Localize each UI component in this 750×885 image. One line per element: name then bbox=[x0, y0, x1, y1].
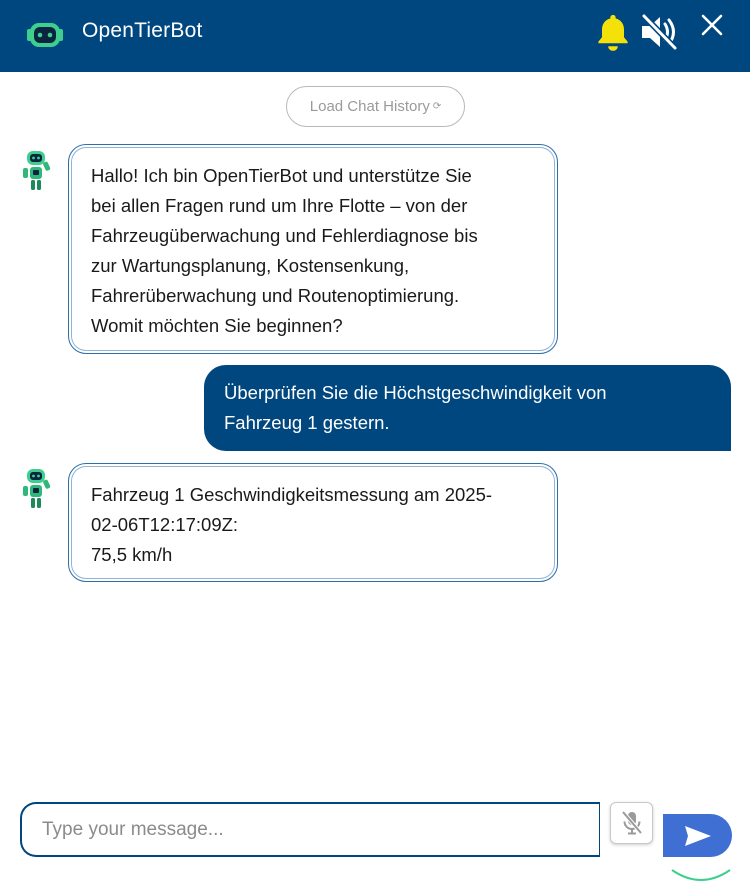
reload-icon: ⟳ bbox=[432, 101, 442, 112]
chat-title: OpenTierBot bbox=[82, 19, 203, 42]
microphone-button[interactable] bbox=[610, 802, 653, 844]
message-line: Fahrzeug 1 gestern. bbox=[224, 412, 390, 433]
send-button[interactable] bbox=[663, 814, 732, 857]
speaker-muted-icon[interactable] bbox=[638, 12, 680, 52]
chat-header bbox=[0, 0, 750, 72]
message-line: bei allen Fragen rund um Ihre Flotte – von der bbox=[91, 195, 468, 216]
message-line: 02-06T12:17:09Z: bbox=[91, 514, 239, 535]
send-icon bbox=[683, 824, 713, 848]
message-line: Überprüfen Sie die Höchstgeschwindigkeit von bbox=[224, 382, 607, 403]
robot-avatar-icon bbox=[21, 468, 51, 510]
close-icon[interactable] bbox=[698, 10, 726, 40]
microphone-off-icon bbox=[620, 810, 644, 836]
load-chat-history-button[interactable] bbox=[286, 86, 465, 127]
message-line: 75,5 km/h bbox=[91, 544, 173, 565]
robot-avatar-icon bbox=[21, 150, 51, 192]
message-input-container bbox=[20, 802, 600, 857]
message-line: zur Wartungsplanung, Kostensenkung, bbox=[91, 255, 410, 276]
bot-message bbox=[68, 144, 558, 354]
robot-head-icon bbox=[26, 20, 64, 50]
message-input[interactable] bbox=[42, 819, 579, 841]
decorative-arc bbox=[668, 868, 734, 885]
message-line: Hallo! Ich bin OpenTierBot und unterstütze Sie bbox=[91, 165, 472, 186]
user-message bbox=[204, 365, 731, 451]
message-line: Fahrerüberwachung und Routenoptimierung. bbox=[91, 285, 460, 306]
bot-message bbox=[68, 463, 558, 582]
message-line: Fahrzeug 1 Geschwindigkeitsmessung am 2025- bbox=[91, 484, 493, 505]
message-line: Womit möchten Sie beginnen? bbox=[91, 315, 343, 336]
message-line: Fahrzeugüberwachung und Fehlerdiagnose bis bbox=[91, 225, 478, 246]
load-chat-history-label: Load Chat History bbox=[309, 98, 430, 115]
bell-icon[interactable] bbox=[594, 12, 632, 52]
